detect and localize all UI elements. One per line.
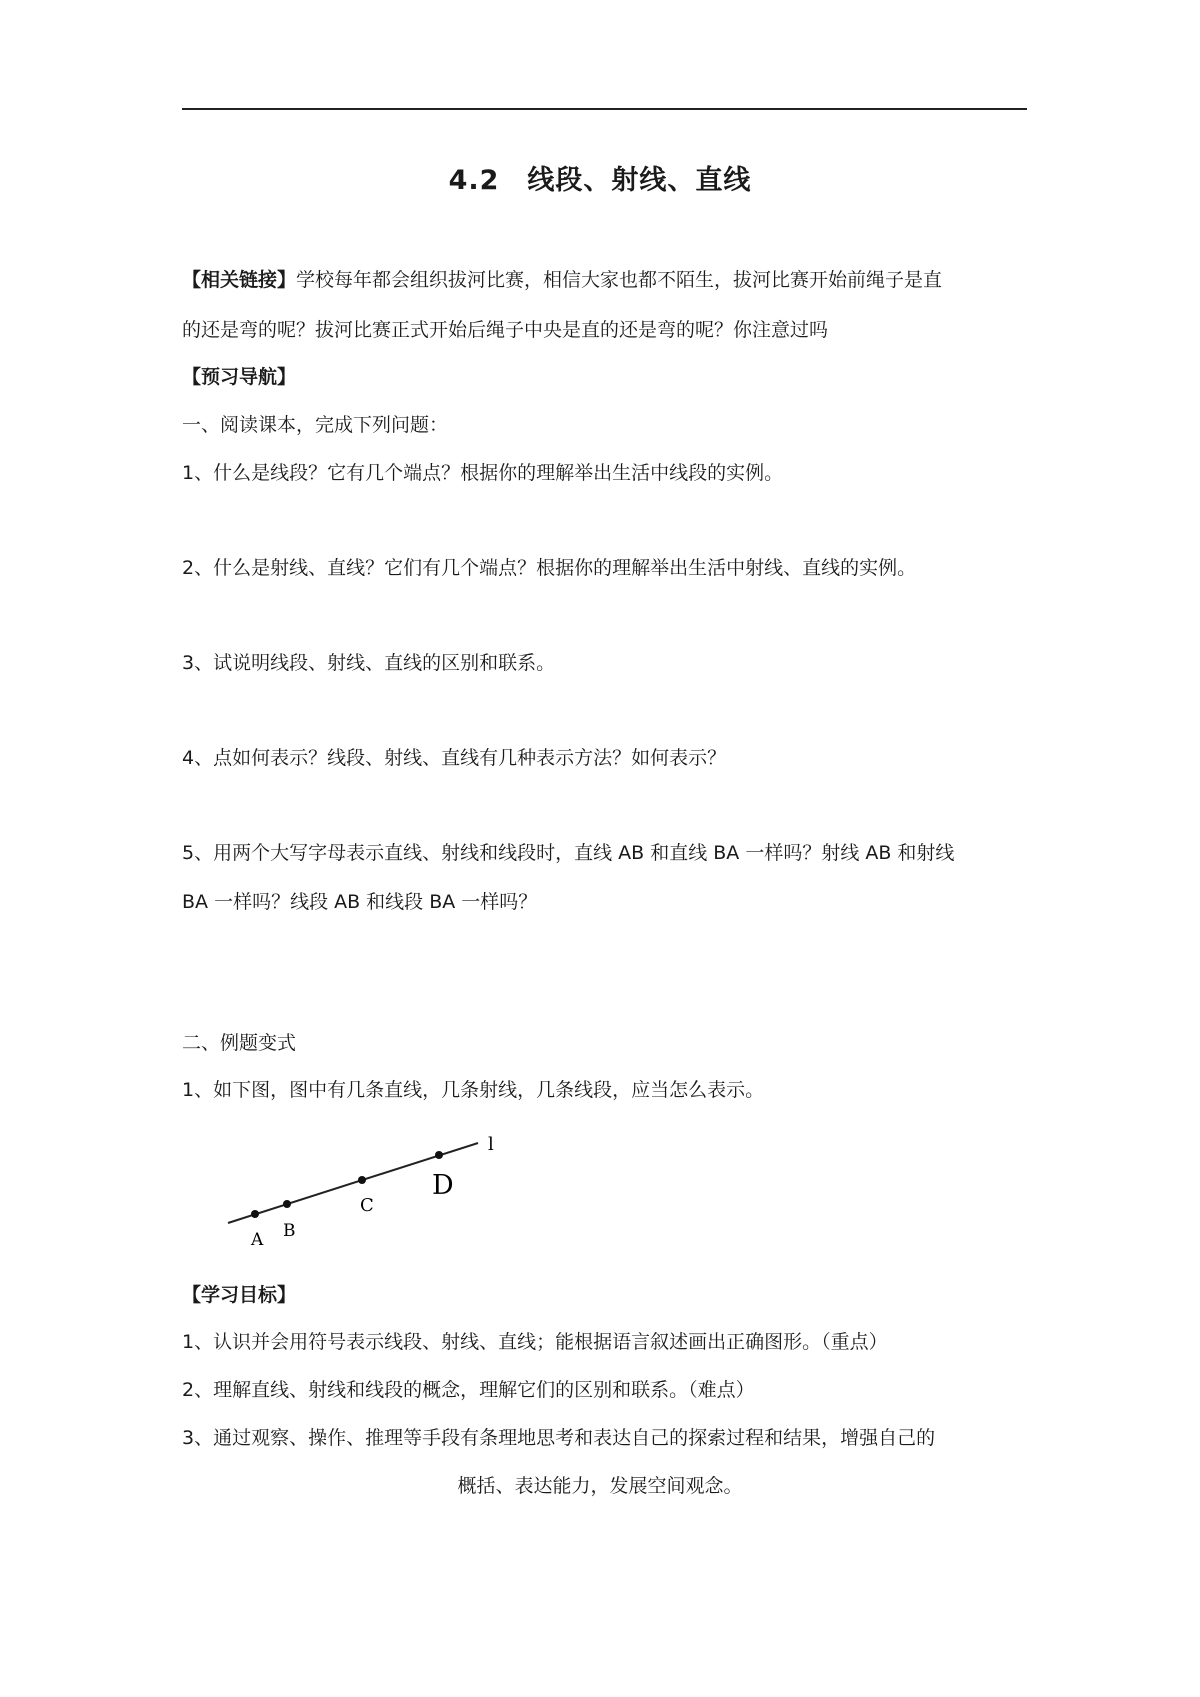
goals-heading: 【学习目标】	[182, 1284, 297, 1306]
goal-1: 1、认识并会用符号表示线段、射线、直线；能根据语言叙述画出正确图形。（重点）	[182, 1331, 888, 1353]
point-a	[251, 1210, 259, 1218]
goal-2: 2、理解直线、射线和线段的概念，理解它们的区别和联系。（难点）	[182, 1379, 755, 1401]
related-link-heading: 【相关链接】	[182, 269, 297, 291]
related-link-text-2: 的还是弯的呢？拔河比赛正式开始后绳子中央是直的还是弯的呢？你注意过吗	[182, 319, 829, 341]
page-title: 4.2 线段、射线、直线	[448, 165, 752, 196]
goal-3-line-1: 3、通过观察、操作、推理等手段有条理地思考和表达自己的探索过程和结果，增强自己的	[182, 1427, 936, 1449]
question-5-line-1: 5、用两个大写字母表示直线、射线和线段时，直线 AB 和直线 BA 一样吗？射线 AB 和射线	[182, 842, 955, 864]
question-5-line-2: BA 一样吗？线段 AB 和线段 BA 一样吗？	[182, 891, 538, 913]
question-4: 4、点如何表示？线段、射线、直线有几种表示方法？如何表示？	[182, 747, 727, 769]
question-1: 1、什么是线段？它有几个端点？根据你的理解举出生活中线段的实例。	[182, 462, 784, 484]
point-label-d: D	[432, 1170, 454, 1201]
question-2: 2、什么是射线、直线？它们有几个端点？根据你的理解举出生活中射线、直线的实例。	[182, 557, 917, 579]
point-label-a: A	[251, 1230, 264, 1250]
goal-3-line-2: 概括、表达能力，发展空间观念。	[457, 1475, 743, 1497]
preview-heading: 【预习导航】	[182, 366, 297, 388]
point-d	[435, 1151, 443, 1159]
point-label-c: C	[360, 1195, 374, 1216]
example-question-1: 1、如下图，图中有几条直线，几条射线，几条线段，应当怎么表示。	[182, 1079, 765, 1101]
example-section-title: 二、例题变式	[182, 1032, 297, 1054]
point-c	[358, 1176, 366, 1184]
point-label-b: B	[283, 1221, 296, 1241]
question-3: 3、试说明线段、射线、直线的区别和联系。	[182, 652, 556, 674]
related-link-text-1: 学校每年都会组织拔河比赛，相信大家也都不陌生，拔河比赛开始前绳子是直	[296, 269, 943, 291]
preview-section-title: 一、阅读课本，完成下列问题：	[182, 414, 449, 436]
line-label-l: l	[488, 1134, 494, 1155]
point-b	[283, 1200, 291, 1208]
